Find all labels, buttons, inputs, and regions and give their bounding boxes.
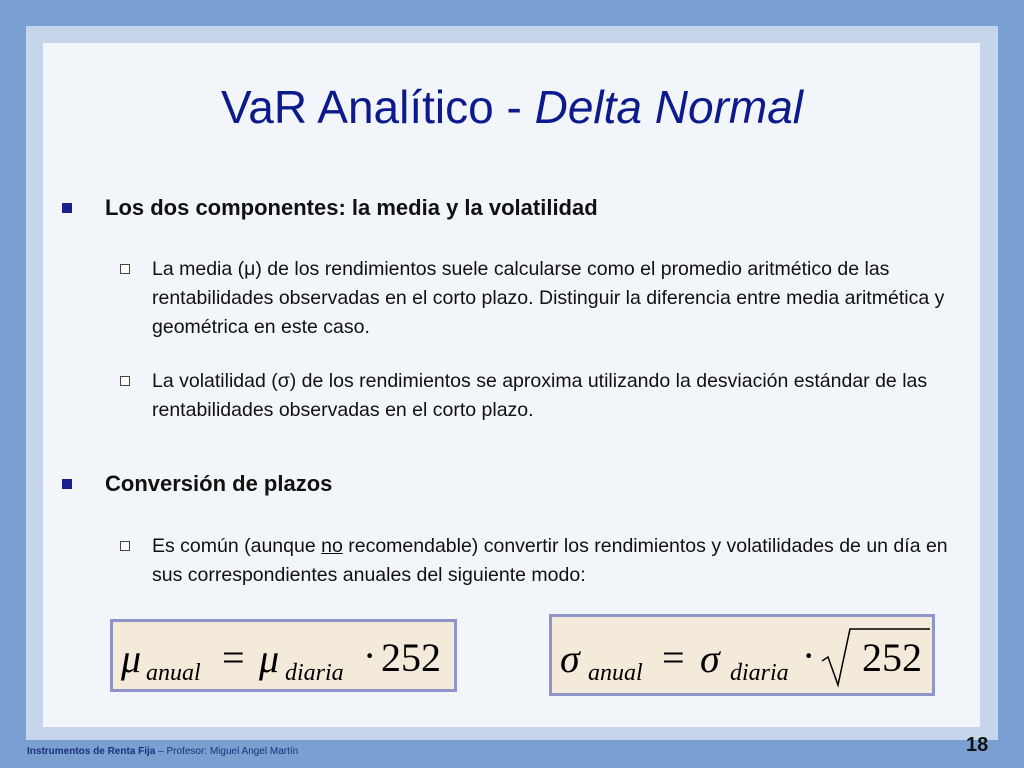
subbullet-text: La media (μ) de los rendimientos suele calcularse como el promedio aritmético de las rentabilidades observadas en el corto plazo. Distinguir la diferencia entre media aritmética y geométrica en este caso. xyxy=(152,258,945,338)
subscript-diaria: diaria xyxy=(730,660,789,686)
dot-operator: · xyxy=(363,633,377,678)
value-252: 252 xyxy=(862,635,922,680)
slide-title xyxy=(0,82,1024,132)
hollow-square-bullet-icon xyxy=(120,264,130,274)
mu-symbol: μ xyxy=(259,636,280,681)
square-bullet-icon xyxy=(62,479,72,489)
bullet-text: Conversión de plazos xyxy=(105,471,333,496)
equals-sign: = xyxy=(662,635,685,680)
underlined-no: no xyxy=(321,535,343,557)
sigma-symbol: σ xyxy=(560,636,580,681)
hollow-square-bullet-icon xyxy=(120,541,130,551)
square-root-icon xyxy=(820,625,860,689)
formula-mean-annualization xyxy=(110,619,457,692)
footer-separator: – xyxy=(155,746,167,757)
formula-volatility-annualization xyxy=(549,614,935,696)
value-252: 252 xyxy=(381,635,441,680)
footer xyxy=(27,746,298,757)
square-bullet-icon xyxy=(62,203,72,213)
subbullet-text xyxy=(152,532,952,590)
dot-operator: · xyxy=(802,633,816,678)
equals-sign: = xyxy=(222,635,245,680)
subscript-anual: anual xyxy=(146,660,201,686)
page-number: 18 xyxy=(966,734,989,756)
footer-professor: Profesor: Miguel Angel Martín xyxy=(166,746,299,757)
bullet-text: Los dos componentes: la media y la volatilidad xyxy=(105,195,598,220)
text-after: recomendable) convertir los rendimientos y volatilidades de un día en sus correspondientes anuales del siguiente modo: xyxy=(152,535,948,586)
text-before: Es común (aunque xyxy=(152,535,322,557)
subscript-diaria: diaria xyxy=(285,660,344,686)
title-plain: VaR Analítico - xyxy=(220,81,535,133)
mu-symbol: μ xyxy=(121,636,142,681)
title-italic: Delta Normal xyxy=(534,81,804,133)
sigma-symbol: σ xyxy=(700,636,720,681)
subscript-anual: anual xyxy=(588,660,643,686)
radical-bar xyxy=(858,627,930,631)
hollow-square-bullet-icon xyxy=(120,376,130,386)
footer-course: Instrumentos de Renta Fija xyxy=(27,746,156,757)
subbullet-text: La volatilidad (σ) de los rendimientos se aproxima utilizando la desviación estándar de las rentabilidades observadas en el corto plazo. xyxy=(152,370,928,421)
